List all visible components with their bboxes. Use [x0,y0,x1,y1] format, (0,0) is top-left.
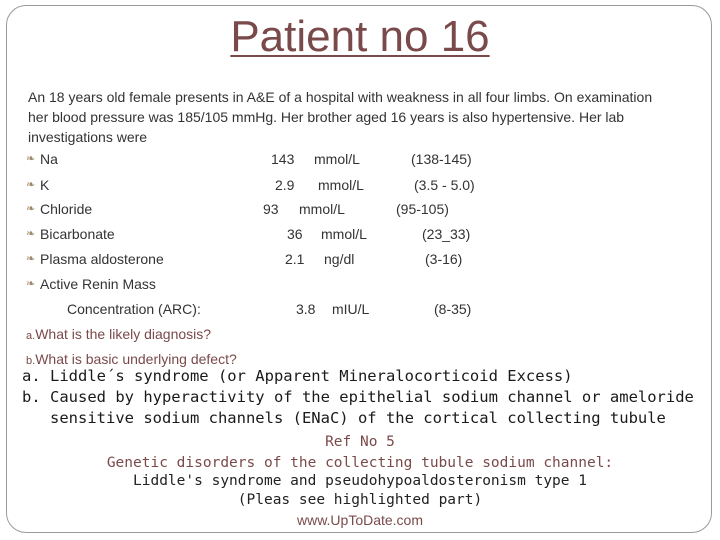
lab-row-renin [0,299,720,319]
question-prefix: a. [26,330,36,342]
lab-value: 93 [263,201,279,217]
lab-name: Concentration (ARC): [67,301,201,317]
lab-value: 36 [287,226,303,242]
case-description: An 18 years old female presents in A&E of a hospital with weakness in all four limbs. On examination her blood pressure was 185/105 mmHg. Her brother aged 16 years is also hypertensive. Her lab investigations were [28,89,653,145]
reference-number: Ref No 5 [325,434,395,450]
lab-range: (23_33) [422,226,471,242]
title-text: Patient no 16 [230,12,490,61]
lab-row-chloride [0,199,720,219]
lab-name: Bicarbonate [40,226,115,242]
answer-b-line1: b. Caused by hyperactivity of the epithelial sodium channel or ameloride [22,388,694,406]
reference-title: Genetic disorders of the collecting tubule sodium channel: [106,455,614,471]
lab-unit: ng/dl [324,251,355,267]
lab-name: Active Renin Mass [40,276,156,292]
lab-value: 143 [271,151,295,167]
answer-b-line2: sensitive sodium channels (ENaC) of the cortical collecting tubule [22,409,666,427]
reference-source-link[interactable]: www.UpToDate.com [296,512,424,528]
lab-row-k [0,175,720,195]
lab-row-aldosterone [0,249,720,269]
question-text: What is basic underlying defect? [35,351,237,367]
lab-name: Na [40,151,58,167]
question-a [26,325,211,345]
question-text: What is the likely diagnosis? [35,326,212,342]
lab-value: 2.1 [285,251,305,267]
lab-name: K [40,177,50,193]
lab-range: (3-16) [425,251,463,267]
slide-title [0,12,720,62]
lab-unit: mmol/L [321,226,367,242]
bullet-icon: ❧ [26,228,36,240]
lab-range: (3.5 - 5.0) [414,177,475,193]
lab-unit: mmol/L [314,151,360,167]
lab-row-renin-header [0,274,720,294]
lab-name: Chloride [40,201,93,217]
lab-unit: mIU/L [332,301,370,317]
lab-row-na [0,149,720,169]
lab-name: Plasma aldosterone [40,251,164,267]
lab-value: 2.9 [275,177,295,193]
lab-unit: mmol/L [318,177,364,193]
question-prefix: b. [26,355,36,367]
bullet-icon: ❧ [26,153,36,165]
answer-a: a. Liddle´s syndrome (or Apparent Mineralocorticoid Excess) [22,367,573,385]
bullet-icon: ❧ [26,203,36,215]
bullet-icon: ❧ [26,278,36,290]
lab-range: (95-105) [396,201,449,217]
lab-range: (138-145) [411,151,472,167]
bullet-icon: ❧ [26,179,36,191]
lab-row-bicarbonate [0,224,720,244]
reference-subtitle: Liddle's syndrome and pseudohypoaldosteronism type 1 [133,473,587,489]
lab-range: (8-35) [434,301,472,317]
lab-unit: mmol/L [299,201,345,217]
bullet-icon: ❧ [26,253,36,265]
reference-note: (Pleas see highlighted part) [237,492,483,508]
lab-value: 3.8 [296,301,316,317]
